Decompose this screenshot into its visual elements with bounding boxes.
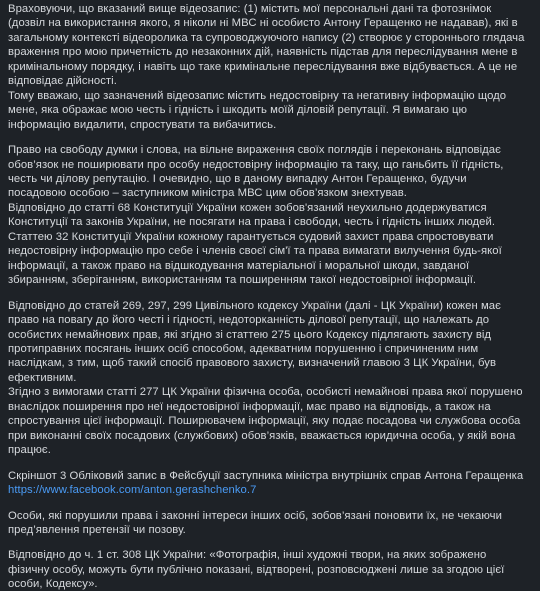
paragraph-gap <box>8 132 528 143</box>
paragraph-gap <box>8 537 528 548</box>
paragraph-gap <box>8 288 528 299</box>
facebook-profile-link[interactable]: https://www.facebook.com/anton.gerashchenko.7 <box>8 484 257 497</box>
paragraph-constitution-articles: Відповідно до статті 68 Конституції України кожен зобов'язаний неухильно додержуватися Конституції та законів України, не посягати на права і свободи, честь і гідність інших людей. Статтею 32 Конституції України кожному гарантується судовий захист права спростовувати недостовірну інформацію про себе і членів своєї сім'ї та права вимагати вилучення будь-якої інформації, а також право на відшкодування матеріальної і моральної шкоди, завданої збиранням, зберіганням, використанням та поширенням такої недостовірної інформації. <box>8 201 502 287</box>
paragraph-gap <box>8 458 528 469</box>
paragraph-civil-code-269: Відповідно до статей 269, 297, 299 Цивільного кодексу України (далі - ЦК України) кожен має право на повагу до його честі і гідності, недоторканність ділової репутації, що належать до особистих немайнових прав, які згідно зі статтею 275 цього Кодексу підлягають захисту від протиправних посягань інших осіб способом, адекватним порушенню і спричиненим ним наслідкам, з тим, щоб такий спосіб правового захисту, визначений главою 3 ЦК України, був ефективним. <box>8 299 501 384</box>
paragraph-civil-code-277: Згідно з вимогами статті 277 ЦК України фізична особа, особисті немайнові права якої порушено внаслідок поширення про неї недостовірної інформації, має право на відповідь, а також на спростування цієї інформації. Поширювачем інформації, яку подає посадова чи службова особа при виконанні своїх посадових (службових) обов’язків, вважається юридична особа, у якій вона працює. <box>8 386 523 457</box>
paragraph-freedom-of-speech: Право на свободу думки і слова, на вільне вираження своїх поглядів і переконань відповідає обов’язок не поширювати про особу недостовірну інформацію та таку, що ганьбить її гідність, честь чи ділову репутацію. І очевидно, що в даному випадку Антон Геращенко, будучи посадовою особою – заступником міністра МВС цим обов’язком знехтував. <box>8 144 504 200</box>
paragraph-gap <box>8 498 528 509</box>
paragraph-demand-removal: Тому вважаю, що зазначений відеозапис містить недостовірну та негативну інформацію щодо мене, яка ображає мою честь і гідність і шкодить моїй діловій репутації. Я вимагаю цю інформацію видалити, спростувати та вибачитись. <box>8 89 507 131</box>
paragraph-video-claims: Враховуючи, що вказаний вище відеозапис: (1) містить мої персональні дані та фотознімок (дозвіл на використання якого, я ніколи ні МВС ні особисто Антону Геращенко не надавав), які в загальному контексті відеоролика та супроводжуючого напису (2) створює у стороннього глядача враження про мою причетність до незаконних дій, наявність підстав для переслідування мене в кримінальному порядку, і навіть що таке кримінальне переслідування вже відбувається. А це не відповідає дійсності. <box>8 3 525 88</box>
paragraph-screenshot-caption <box>8 469 528 498</box>
screenshot-caption-text: Скріншот 3 Обліковий запис в Фейсбуції заступника міністра внутрішніх справ Антона Геращенка <box>8 469 524 482</box>
paragraph-civil-code-308: Відповідно до ч. 1 ст. 308 ЦК України: «Фотографія, інші художні твори, на яких зображено фізичну особу, можуть бути публічно показані, відтворені, розповсюджені лише за згодою цієї особи, Кодексу». <box>8 549 505 591</box>
paragraph-restore-rights: Особи, які порушили права і законні інтереси інших осіб, зобов’язані поновити їх, не чекаючи пред’явлення претензії чи позову. <box>8 509 502 536</box>
